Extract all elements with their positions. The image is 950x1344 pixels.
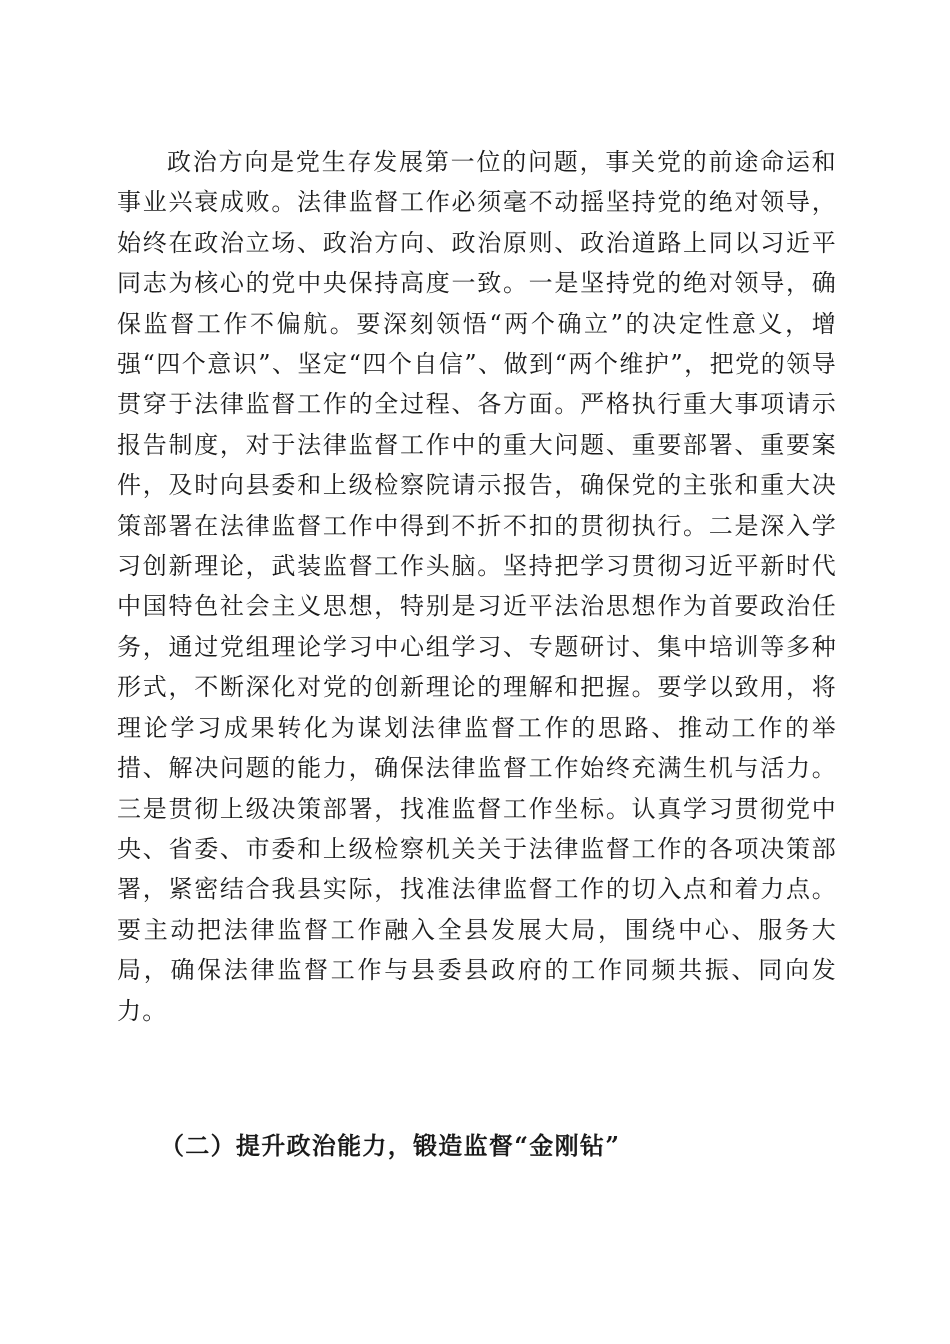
section-heading: （二）提升政治能力，锻造监督“金刚钻” [160, 1131, 621, 1160]
body-paragraph: 政治方向是党生存发展第一位的问题，事关党的前途命运和事业兴衰成败。法律监督工作必须毫不动摇坚持党的绝对领导，始终在政治立场、政治方向、政治原则、政治道路上同以习近平同志为核心的党中央保持高度一致。一是坚持党的绝对领导，确保监督工作不偏航。要深刻领悟“两个确立”的决定性意义，增强“四个意识”、坚定“四个自信”、做到“两个维护”，把党的领导贯穿于法律监督工作的全过程、各方面。严格执行重大事项请示报告制度，对于法律监督工作中的重大问题、重要部署、重要案件，及时向县委和上级检察院请示报告，确保党的主张和重大决策部署在法律监督工作中得到不折不扣的贯彻执行。二是深入学习创新理论，武装监督工作头脑。坚持把学习贯彻习近平新时代中国特色社会主义思想，特别是习近平法治思想作为首要政治任务，通过党组理论学习中心组学习、专题研讨、集中培训等多种形式，不断深化对党的创新理论的理解和把握。要学以致用，将理论学习成果转化为谋划法律监督工作的思路、推动工作的举措、解决问题的能力，确保法律监督工作始终充满生机与活力。三是贯彻上级决策部署，找准监督工作坐标。认真学习贯彻党中央、省委、市委和上级检察机关关于法律监督工作的各项决策部署，紧密结合我县实际，找准法律监督工作的切入点和着力点。要主动把法律监督工作融入全县发展大局，围绕中心、服务大局，确保法律监督工作与县委县政府的工作同频共振、同向发力。 [117, 148, 837, 1025]
